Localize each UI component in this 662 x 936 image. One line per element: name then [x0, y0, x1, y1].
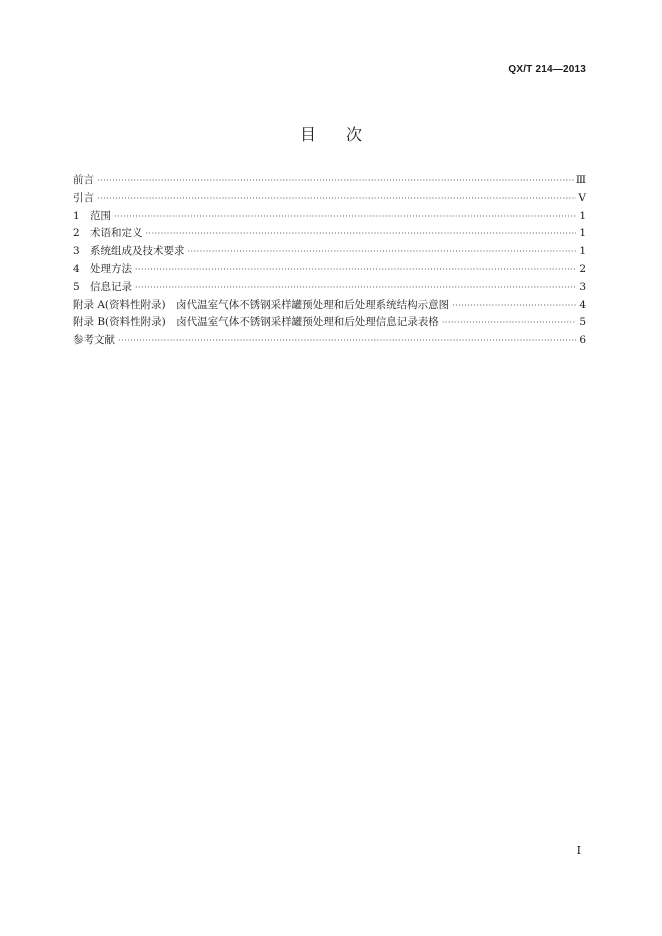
toc-page-number: 1: [579, 227, 586, 240]
page-title: 目次: [299, 125, 392, 144]
toc-entry-records[interactable]: [73, 279, 586, 297]
toc-page-number: 4: [579, 298, 586, 311]
toc-leader-dots: [114, 208, 576, 226]
toc-entry-foreword[interactable]: [73, 172, 586, 190]
toc-leader-dots: [452, 297, 576, 315]
toc-leader-dots: [97, 190, 576, 208]
toc-page-number: 1: [579, 209, 586, 222]
toc-leader-dots: [442, 314, 576, 332]
toc-label: 信息记录: [90, 280, 132, 293]
toc-leader-dots: [146, 225, 577, 243]
toc-label: 系统组成及技术要求: [90, 245, 185, 258]
toc-label: 附录 A(资料性附录) 卤代温室气体不锈钢采样罐预处理和后处理系统结构示意图: [73, 298, 450, 311]
toc-leader-dots: [97, 172, 574, 190]
toc-label: 前言: [73, 174, 94, 186]
toc-leader-dots: [135, 261, 576, 279]
toc-label: 处理方法: [90, 262, 132, 275]
toc-section-number: 5: [73, 280, 80, 293]
toc-page-number: 6: [579, 334, 586, 347]
toc-entry-appendix-a[interactable]: [73, 297, 586, 315]
toc-section-number: 1: [73, 209, 80, 222]
toc-label: 范围: [90, 209, 111, 222]
toc-label: 参考文献: [73, 334, 115, 347]
toc-entry-references[interactable]: [73, 332, 586, 350]
table-of-contents: [73, 172, 586, 350]
toc-section-number: 3: [73, 245, 80, 258]
toc-page-number: 2: [579, 262, 586, 275]
toc-section-number: 2: [73, 227, 80, 240]
page-number: Ⅰ: [576, 844, 581, 857]
toc-label: 附录 B(资料性附录) 卤代温室气体不锈钢采样罐预处理和后处理信息记录表格: [73, 316, 439, 329]
toc-entry-methods[interactable]: [73, 261, 586, 279]
toc-entry-terms[interactable]: [73, 225, 586, 243]
toc-entry-appendix-b[interactable]: [73, 314, 586, 332]
toc-page-number: 5: [579, 316, 586, 329]
toc-leader-dots: [118, 332, 576, 350]
toc-leader-dots: [135, 279, 576, 297]
toc-page-number: 1: [579, 245, 586, 258]
toc-page-number: 3: [579, 280, 586, 293]
toc-page-number: Ⅴ: [578, 191, 586, 204]
toc-leader-dots: [188, 243, 577, 261]
toc-entry-system[interactable]: [73, 243, 586, 261]
toc-page-number: Ⅲ: [575, 174, 586, 186]
document-code: QX/T 214—2013: [508, 64, 586, 75]
toc-label: 术语和定义: [90, 227, 143, 240]
toc-entry-introduction[interactable]: [73, 190, 586, 208]
toc-label: 引言: [73, 191, 94, 204]
toc-entry-scope[interactable]: [73, 208, 586, 226]
toc-section-number: 4: [73, 262, 80, 275]
